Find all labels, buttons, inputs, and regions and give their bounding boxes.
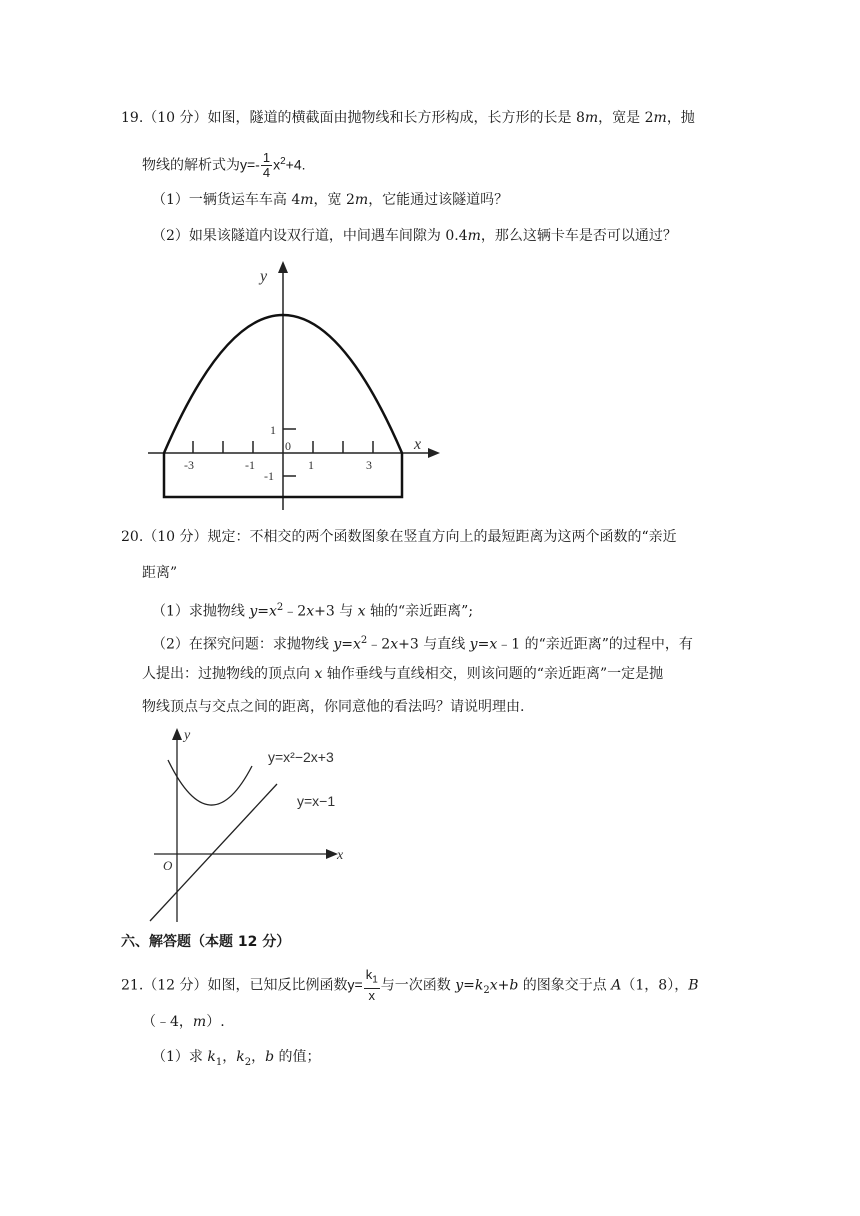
q20-intro-line2: 距离” bbox=[142, 565, 178, 581]
var-x: x bbox=[353, 636, 361, 653]
q21-part1 bbox=[152, 1047, 321, 1073]
frac-subscript: 1 bbox=[372, 974, 378, 986]
var-y: y bbox=[333, 636, 342, 653]
q19-formula-line bbox=[142, 147, 306, 181]
var-x: x bbox=[357, 603, 366, 620]
y-axis-arrow bbox=[172, 728, 182, 740]
subscript: 2 bbox=[483, 985, 490, 997]
frac-denominator: 4 bbox=[262, 165, 271, 181]
var-y: y bbox=[469, 636, 478, 653]
plus: + bbox=[497, 977, 510, 994]
var-y: y bbox=[249, 603, 258, 620]
point-a: A bbox=[611, 977, 622, 994]
y-axis-arrow bbox=[278, 261, 288, 273]
q19-part2-text: （2）如果该隧道内设双行道，中间遇车间隙为 0.4 bbox=[152, 228, 468, 244]
formula-y: y= bbox=[347, 976, 363, 993]
parabola-equation-label: y=x²−2x+3 bbox=[268, 749, 334, 765]
q21-part1-text: 的值； bbox=[274, 1049, 321, 1065]
q21-intro-text: 与一次函数 bbox=[380, 977, 456, 994]
q21-intro-text: 的图象交于点 bbox=[518, 977, 612, 994]
q19-intro-text: ，抛 bbox=[666, 110, 695, 126]
q19-part2-text: ，那么这辆卡车是否可以通过？ bbox=[480, 228, 677, 244]
var-k: k bbox=[207, 1049, 216, 1065]
q19-part1-text: （1）一辆货运车车高 4 bbox=[152, 192, 301, 208]
parabola-line-figure bbox=[140, 722, 380, 927]
point-b: B bbox=[688, 977, 699, 994]
q20-part1-text: （1）求抛物线 bbox=[152, 603, 250, 620]
frac-denominator: x bbox=[368, 987, 375, 1003]
q19-intro-line bbox=[121, 108, 695, 128]
q20-part2 bbox=[152, 631, 693, 655]
var-x: x bbox=[306, 603, 315, 620]
q19-formula-prefix: 物线的解析式为 bbox=[142, 157, 240, 174]
exponent: 2 bbox=[360, 635, 368, 646]
x-axis-label: x bbox=[337, 848, 344, 863]
equals: = bbox=[463, 977, 475, 994]
q20-part2-text: 轴作垂线与直线相交，则该问题的“亲近距离”一定是抛 bbox=[322, 666, 664, 682]
line-equation-label: y=x−1 bbox=[297, 793, 336, 809]
frac-numerator: 1 bbox=[262, 150, 271, 166]
q19-intro-text: ，宽是 2 bbox=[598, 110, 654, 126]
equals: = bbox=[257, 603, 270, 620]
q20-part1 bbox=[152, 598, 473, 622]
formula-y: y=- bbox=[240, 156, 260, 173]
q19-part1 bbox=[152, 190, 508, 210]
q21-text: （﹣4， bbox=[142, 1014, 193, 1030]
unit-m: m bbox=[300, 192, 314, 208]
section-title: 六、解答题（本题 12 分） bbox=[121, 934, 291, 950]
point-a-coords: （1，8）， bbox=[621, 977, 689, 994]
var-k: k bbox=[236, 1049, 245, 1065]
q21-line2 bbox=[142, 1012, 225, 1032]
xtick-label-neg3: -3 bbox=[184, 458, 194, 472]
fraction-k1-over-x bbox=[364, 968, 380, 1003]
frac-k: k bbox=[365, 967, 373, 982]
q21-text: ）. bbox=[206, 1014, 225, 1030]
unit-m: m bbox=[467, 228, 481, 244]
equals: = bbox=[477, 636, 490, 653]
origin-label: 0 bbox=[285, 439, 291, 453]
var-b: b bbox=[265, 1049, 275, 1065]
var-x: x bbox=[390, 636, 399, 653]
fraction-one-quarter bbox=[261, 151, 272, 180]
xtick-label-neg1: -1 bbox=[245, 458, 255, 472]
origin-label: O bbox=[163, 858, 173, 873]
separator: ， bbox=[251, 1049, 266, 1065]
q20-part1-text: 轴的“亲近距离”; bbox=[365, 603, 474, 620]
var-k: k bbox=[474, 977, 484, 994]
q20-part1-text: ﹣2 bbox=[283, 603, 307, 620]
xtick-label-1: 1 bbox=[308, 458, 314, 472]
unit-m: m bbox=[354, 192, 369, 208]
exponent: 2 bbox=[276, 602, 284, 613]
q20-intro: 20.（10 分）规定：不相交的两个函数图象在竖直方向上的最短距离为这两个函数的“亲近 bbox=[121, 529, 677, 545]
var-x: x bbox=[489, 977, 498, 994]
tick-label-1: 1 bbox=[270, 423, 276, 437]
var-x: x bbox=[314, 666, 323, 682]
x-axis-arrow bbox=[428, 448, 440, 458]
subscript: 1 bbox=[215, 1056, 223, 1068]
var-y: y bbox=[455, 977, 464, 994]
y-axis-label: y bbox=[260, 268, 268, 285]
unit-m: m bbox=[584, 110, 599, 126]
formula-rest: +4. bbox=[285, 156, 306, 173]
var-x: x bbox=[269, 603, 277, 620]
parabola-curve bbox=[168, 760, 252, 805]
equals: = bbox=[341, 636, 354, 653]
q21-part1-text: （1）求 bbox=[152, 1049, 208, 1065]
q19-part2 bbox=[152, 226, 677, 246]
q19-part1-text: ，它能通过该隧道吗？ bbox=[368, 192, 509, 208]
q20-part2-line3: 物线顶点与交点之间的距离，你同意他的看法吗？请说明理由. bbox=[142, 699, 525, 715]
var-m: m bbox=[192, 1014, 207, 1030]
q20-part1-text: +3 与 bbox=[314, 603, 358, 620]
var-x: x bbox=[489, 636, 498, 653]
q19-part1-text: ，宽 2 bbox=[313, 192, 355, 208]
var-b: b bbox=[509, 977, 519, 994]
q20-part2-line2 bbox=[142, 664, 663, 684]
q20-part2-text: ﹣2 bbox=[367, 636, 391, 653]
q19-intro-text: 19.（10 分）如图，隧道的横截面由抛物线和长方形构成，长方形的长是 8 bbox=[121, 110, 585, 126]
tick-label-neg1: -1 bbox=[264, 469, 274, 483]
tunnel-figure bbox=[140, 255, 450, 520]
frac-numerator bbox=[364, 968, 380, 989]
unit-m: m bbox=[653, 110, 667, 126]
q20-part2-text: 人提出：过抛物线的顶点向 bbox=[142, 666, 315, 682]
x-axis-label: x bbox=[414, 436, 422, 453]
y-axis-label: y bbox=[184, 728, 191, 743]
q21-intro bbox=[121, 968, 699, 1006]
q21-intro-text: 21.（12 分）如图，已知反比例函数 bbox=[121, 977, 348, 994]
formula-exponent: 2 bbox=[280, 156, 286, 167]
separator: ， bbox=[222, 1049, 237, 1065]
q20-part2-text: +3 与直线 bbox=[398, 636, 470, 653]
q20-part2-text: （2）在探究问题：求抛物线 bbox=[152, 636, 334, 653]
q20-part2-text: ﹣1 的“亲近距离”的过程中，有 bbox=[497, 636, 693, 653]
xtick-label-3: 3 bbox=[366, 458, 372, 472]
subscript: 2 bbox=[244, 1056, 252, 1068]
formula-x: x bbox=[273, 156, 281, 173]
